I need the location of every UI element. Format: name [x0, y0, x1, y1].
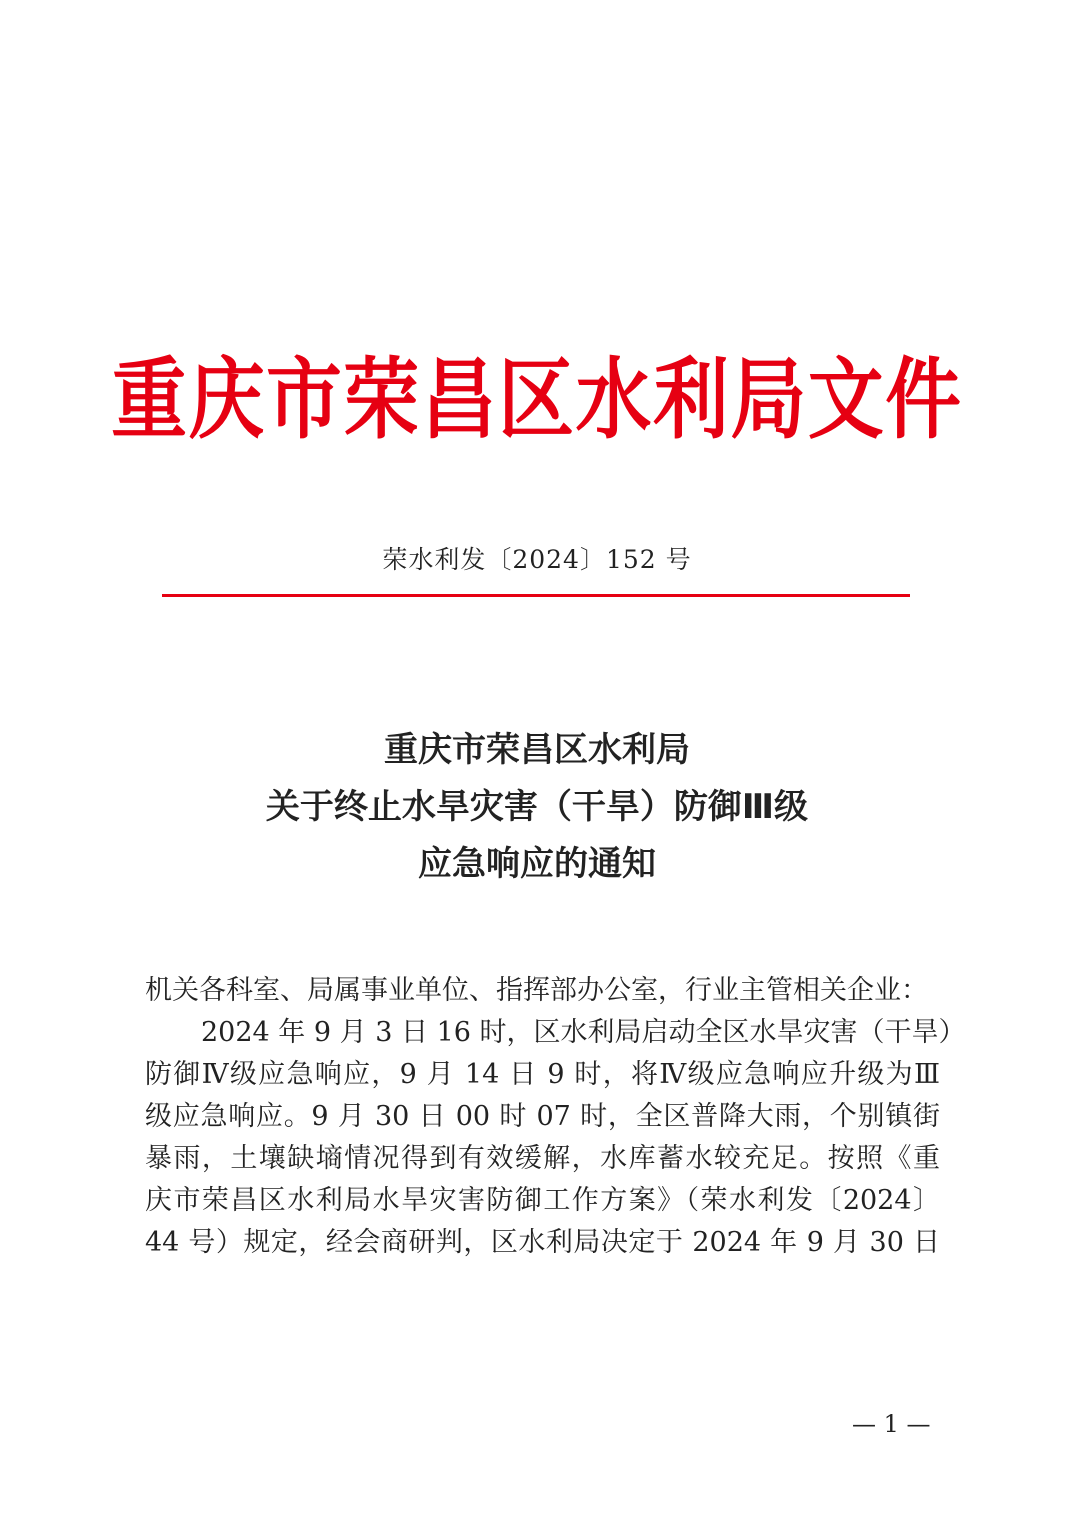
- masthead-title: 重庆市荣昌区水利局文件: [111, 348, 963, 451]
- body-paragraph: [145, 1012, 966, 1264]
- paragraph-line: 44 号）规定，经会商研判，区水利局决定于 2024 年 9 月 30 日: [145, 1227, 940, 1258]
- title-line-3: 应急响应的通知: [418, 844, 656, 884]
- paragraph-line: 暴雨，土壤缺墒情况得到有效缓解，水库蓄水较充足。按照《重: [145, 1143, 940, 1174]
- document-number: 荣水利发〔2024〕152 号: [382, 545, 692, 574]
- title-line-1: 重庆市荣昌区水利局: [384, 730, 690, 770]
- title-line-2: 关于终止水旱灾害（干旱）防御Ⅲ级: [265, 787, 809, 827]
- salutation: 机关各科室、局属事业单位、指挥部办公室，行业主管相关企业：: [145, 975, 928, 1006]
- paragraph-line: 级应急响应。9 月 30 日 00 时 07 时，全区普降大雨，个别镇街: [145, 1101, 940, 1132]
- paragraph-line: 2024 年 9 月 3 日 16 时，区水利局启动全区水旱灾害（干旱）: [201, 1017, 966, 1048]
- notice-title: [0, 722, 1074, 893]
- paragraph-line: 庆市荣昌区水利局水旱灾害防御工作方案》（荣水利发〔2024〕: [145, 1185, 940, 1216]
- red-divider-line: [162, 594, 910, 597]
- page-number: — 1 —: [852, 1410, 931, 1438]
- notice-body: [145, 970, 966, 1264]
- paragraph-line: 防御Ⅳ级应急响应，9 月 14 日 9 时，将Ⅳ级应急响应升级为Ⅲ: [145, 1059, 940, 1090]
